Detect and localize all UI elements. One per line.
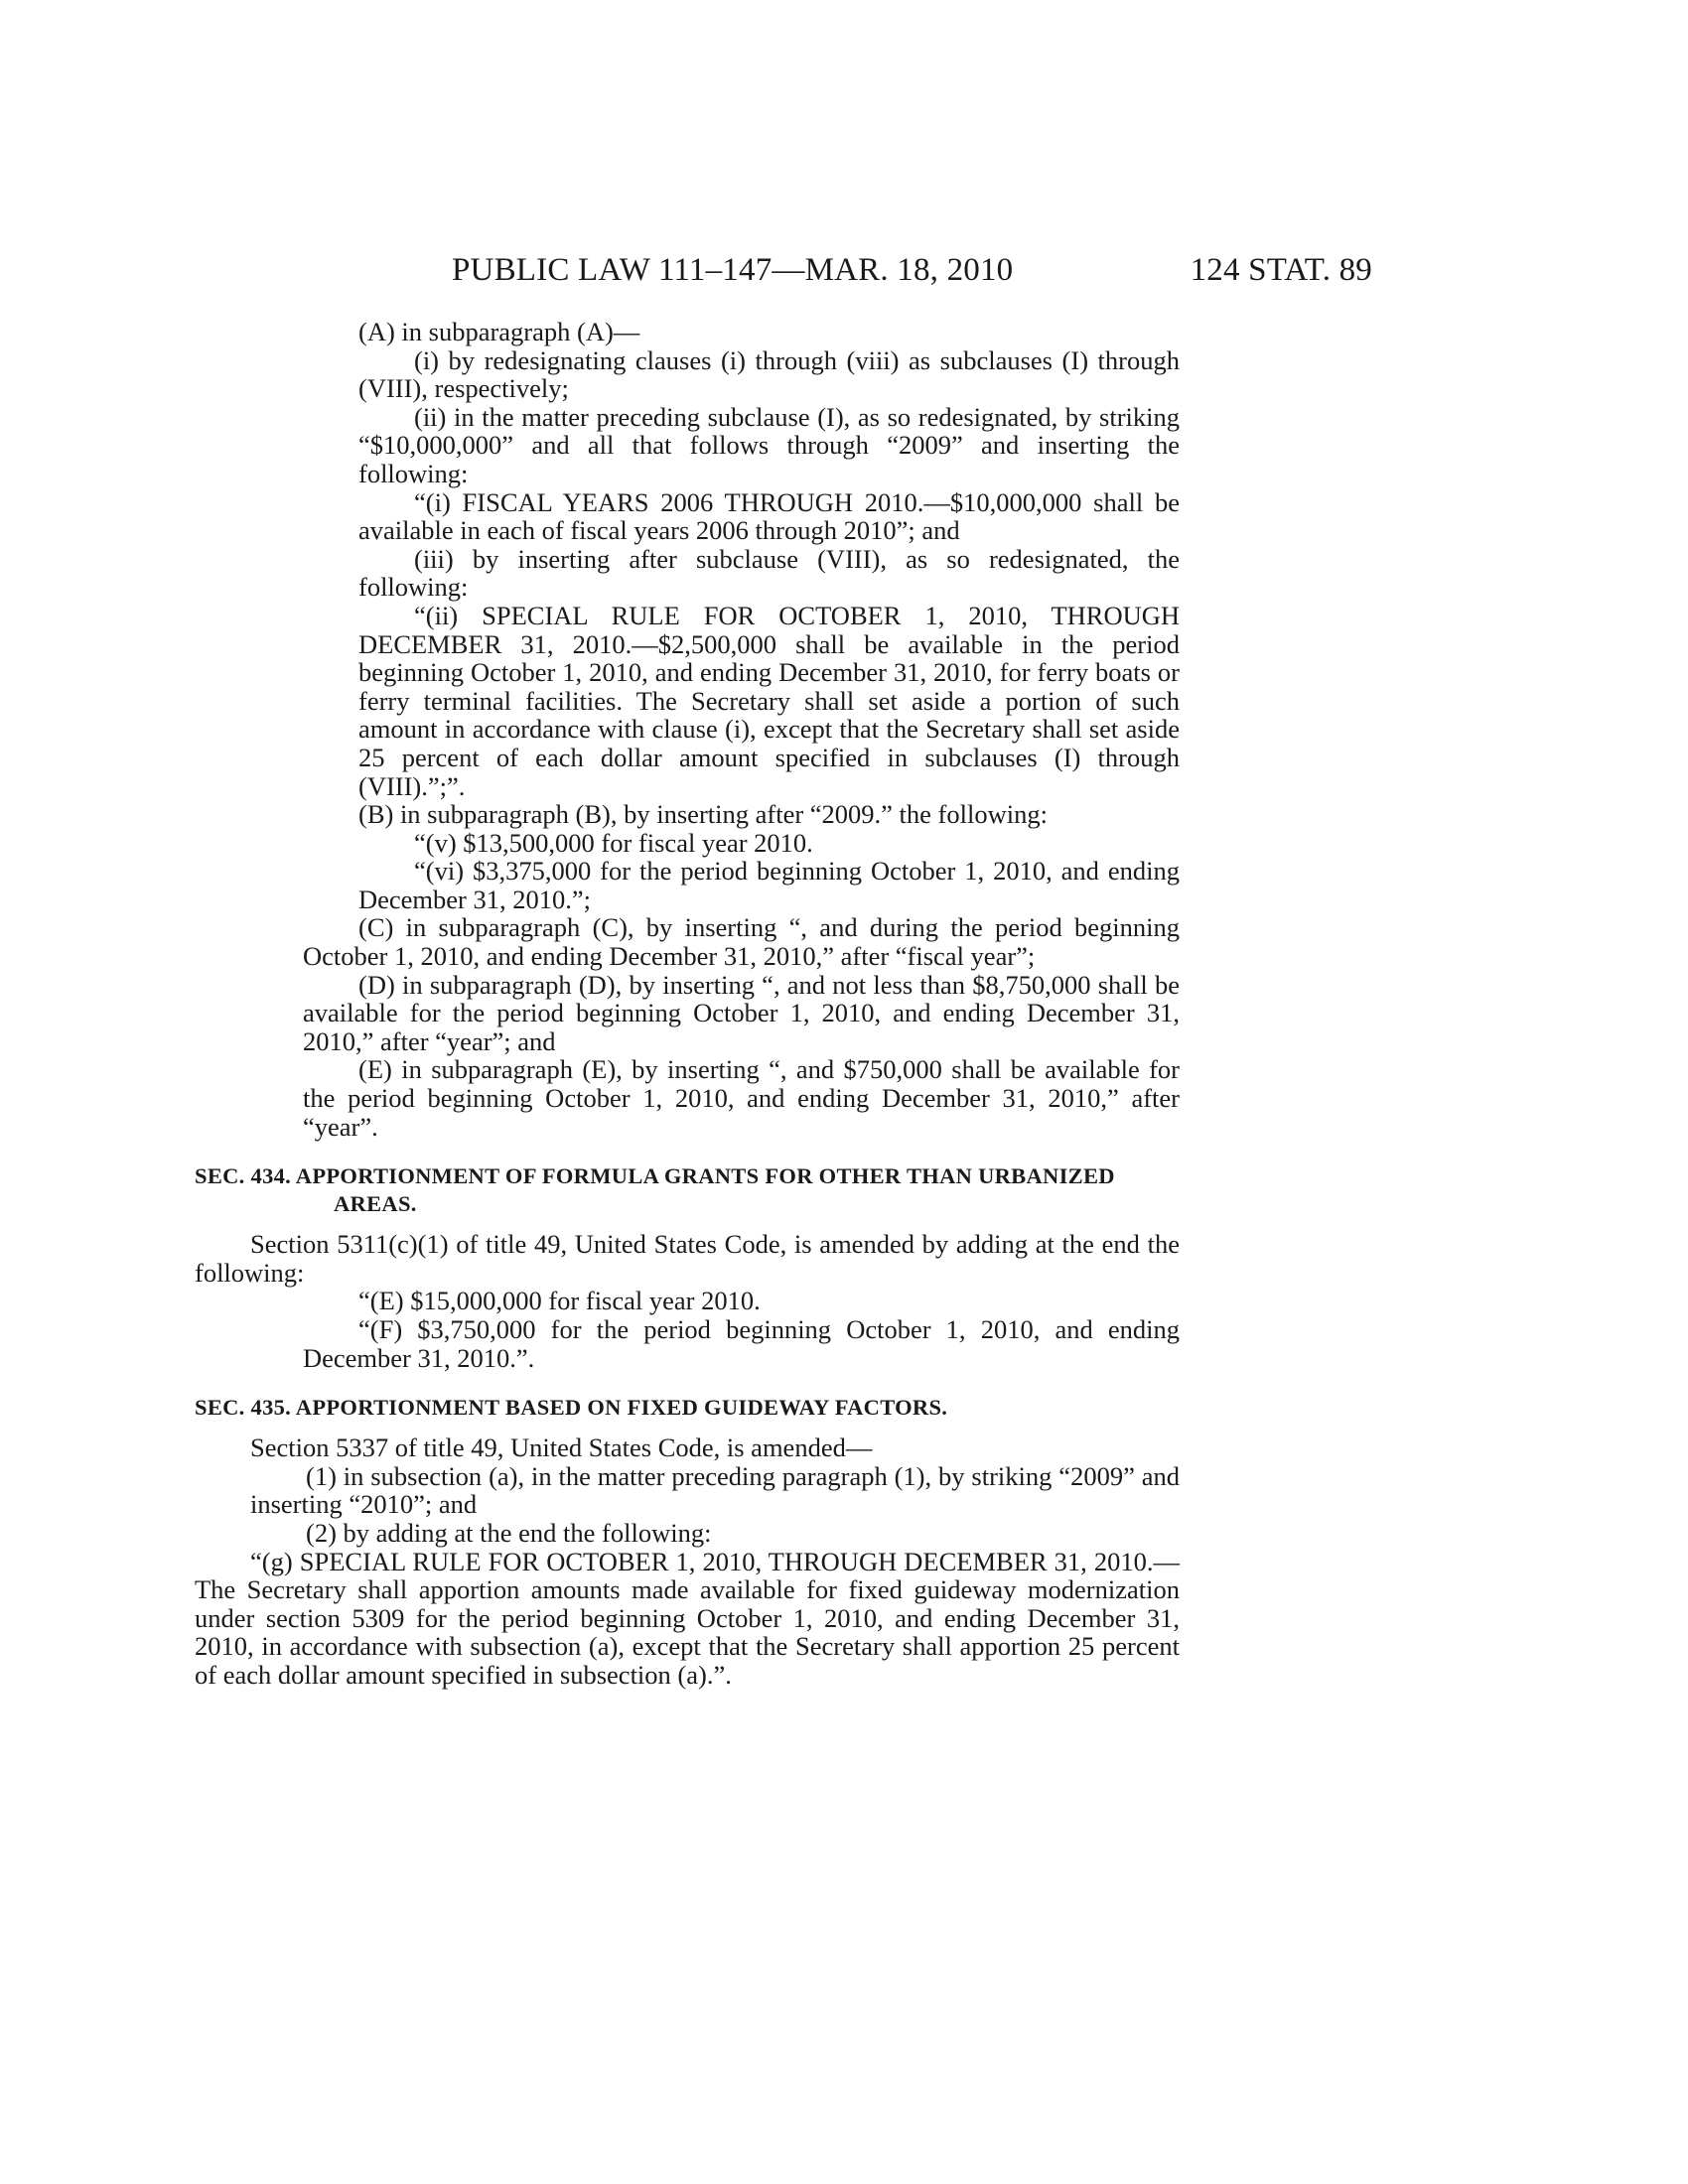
section-435-paragraph-2: (2) by adding at the end the following: bbox=[306, 1517, 712, 1548]
running-head-page-number: 124 STAT. 89 bbox=[1190, 252, 1372, 288]
section-435-paragraph-1: (1) in subsection (a), in the matter preceding paragraph (1), by striking “2009” and inserting “2010”; and bbox=[250, 1460, 1180, 1520]
section-434-intro: Section 5311(c)(1) of title 49, United States Code, is amended by adding at the end the following: bbox=[195, 1229, 1180, 1288]
paragraph-quote-vi: “(vi) $3,375,000 for the period beginning October 1, 2010, and ending December 31, 2010.”; bbox=[358, 856, 1180, 914]
paragraph-subparagraph-b: (B) in subparagraph (B), by inserting after “2009.” the following: bbox=[358, 799, 1048, 830]
section-434-quote-e: “(E) $15,000,000 for fiscal year 2010. bbox=[358, 1286, 761, 1316]
paragraph-subparagraph-d: (D) in subparagraph (D), by inserting “, and not less than $8,750,000 shall be available for the period beginning October 1, 2010, and ending December 31, 2010,” after “year”; and bbox=[303, 969, 1180, 1056]
section-435-heading: SEC. 435. APPORTIONMENT BASED ON FIXED GUIDEWAY FACTORS. bbox=[195, 1395, 948, 1421]
paragraph-fiscal-years-quote: “(i) FISCAL YEARS 2006 THROUGH 2010.—$10,000,000 shall be available in each of fiscal years 2006 through 2010”; and bbox=[358, 486, 1180, 546]
paragraph-clause-i: (i) by redesignating clauses (i) through (viii) as subclauses (I) through (VIII), respectively; bbox=[358, 344, 1180, 404]
section-435-intro: Section 5337 of title 49, United States Code, is amended— bbox=[250, 1433, 873, 1463]
paragraph-subparagraph-c: (C) in subparagraph (C), by inserting “, and during the period beginning October 1, 2010, and ending December 31, 2010,” after “fiscal year”; bbox=[303, 912, 1180, 972]
paragraph-subparagraph-a: (A) in subparagraph (A)— bbox=[358, 317, 640, 346]
paragraph-special-rule-quote: “(ii) SPECIAL RULE FOR OCTOBER 1, 2010, THROUGH DECEMBER 31, 2010.—$2,500,000 shall be available in the period beginning October 1, 2010, and ending December 31, 2010, for ferry boats or ferry terminal facilities. The Secretary shall set aside a portion of such amount in accordance with clause (i), except that the Secretary shall set aside 25 percent of each dollar amount specified in subclauses (I) through (VIII).”;”. bbox=[358, 600, 1180, 801]
paragraph-clause-iii: (iii) by inserting after subclause (VIII), as so redesignated, the following: bbox=[358, 543, 1180, 603]
section-435-special-rule-quote: “(g) SPECIAL RULE FOR OCTOBER 1, 2010, THROUGH DECEMBER 31, 2010.—The Secretary shall apportion amounts made available for fixed guideway modernization under section 5309 for the period beginning October 1, 2010, and ending December 31, 2010, in accordance with subsection (a), except that the Secretary shall apportion 25 percent of each dollar amount specified in subsection (a).”. bbox=[195, 1546, 1180, 1690]
section-434-heading: SEC. 434. APPORTIONMENT OF FORMULA GRANTS FOR OTHER THAN URBANIZED AREAS. bbox=[195, 1163, 1115, 1217]
document-body bbox=[195, 317, 1180, 1690]
section-434-quote-f: “(F) $3,750,000 for the period beginning October 1, 2010, and ending December 31, 2010.”. bbox=[303, 1314, 1180, 1373]
paragraph-quote-v: “(v) $13,500,000 for fiscal year 2010. bbox=[414, 827, 813, 858]
running-head-title: PUBLIC LAW 111–147—MAR. 18, 2010 bbox=[452, 252, 1014, 288]
paragraph-clause-ii: (ii) in the matter preceding subclause (I), as so redesignated, by striking “$10,000,000” and all that follows through “2009” and inserting the following: bbox=[358, 401, 1180, 488]
paragraph-subparagraph-e: (E) in subparagraph (E), by inserting “, and $750,000 shall be available for the period beginning October 1, 2010, and ending December 31, 2010,” after “year”. bbox=[303, 1054, 1180, 1142]
